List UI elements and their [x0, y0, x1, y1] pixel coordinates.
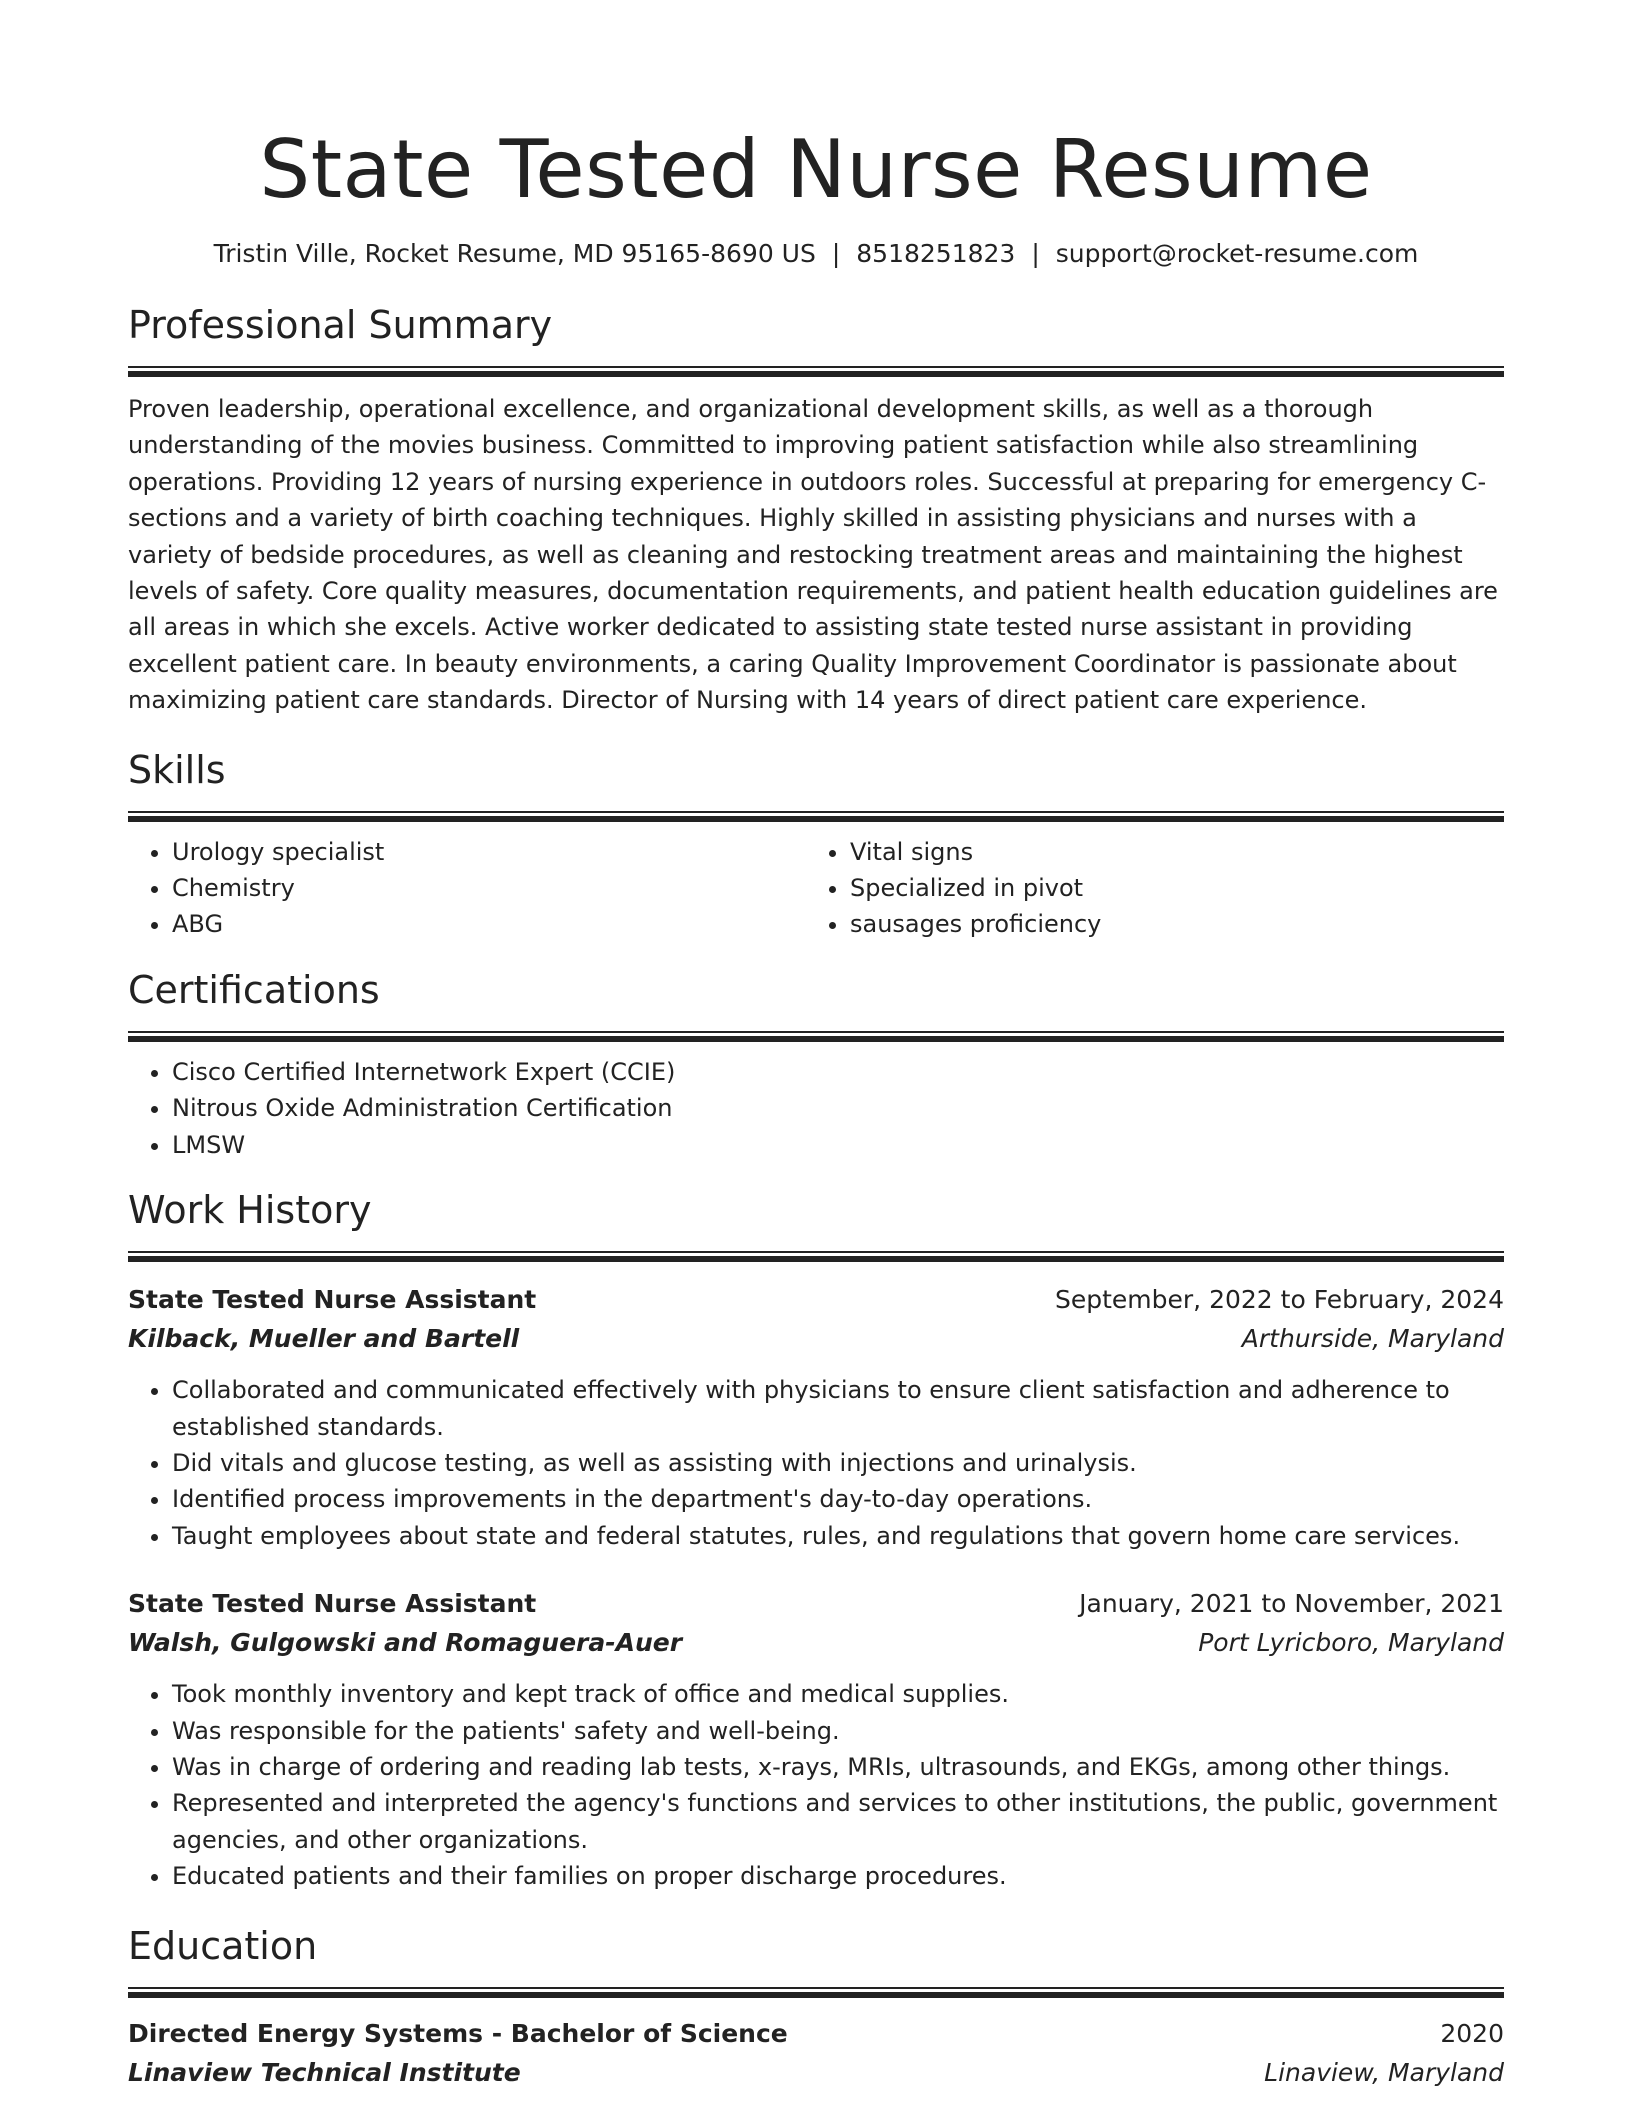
- job-header-row: [128, 1280, 1504, 1319]
- contact-phone: 8518251823: [856, 239, 1016, 268]
- job-bullet: • Took monthly inventory and kept track of office and medical supplies.: [172, 1676, 1504, 1712]
- education-year: 2020: [1440, 2018, 1504, 2048]
- skill-item: • Specialized in pivot: [850, 870, 1484, 906]
- skill-item: • sausages proficiency: [850, 906, 1484, 942]
- job-bullet: • Represented and interpreted the agency's functions and services to other institutions, the public, government agencies, and other organizations.: [172, 1785, 1504, 1858]
- job-entry: [128, 1584, 1504, 1894]
- skill-item: • Urology specialist: [172, 834, 806, 870]
- job-bullet: • Identified process improvements in the department's day-to-day operations.: [172, 1481, 1504, 1517]
- education-entry: [128, 2014, 1504, 2092]
- skills-grid: [128, 834, 1504, 943]
- section-divider: [128, 1987, 1504, 1998]
- job-header-row: [128, 1584, 1504, 1623]
- education-degree: Directed Energy Systems - Bachelor of Science: [128, 2018, 788, 2048]
- certification-item: • LMSW: [172, 1127, 1504, 1163]
- job-bullet: • Taught employees about state and federal statutes, rules, and regulations that govern home care services.: [172, 1518, 1504, 1554]
- job-location: Arthurside, Maryland: [1241, 1324, 1504, 1354]
- education-school-row: [128, 2053, 1504, 2092]
- skills-section: [128, 745, 1504, 943]
- job-title: State Tested Nurse Assistant: [128, 1285, 537, 1315]
- job-bullet: • Did vitals and glucose testing, as well as assisting with injections and urinalysis.: [172, 1445, 1504, 1481]
- education-school: Linaview Technical Institute: [128, 2057, 521, 2087]
- job-bullet: • Educated patients and their families on proper discharge procedures.: [172, 1858, 1504, 1894]
- job-bullet: • Was responsible for the patients' safety and well-being.: [172, 1713, 1504, 1749]
- job-company: Kilback, Mueller and Bartell: [128, 1324, 520, 1354]
- certifications-section: [128, 965, 1504, 1163]
- contact-email: support@rocket-resume.com: [1055, 239, 1419, 268]
- job-bullet: • Collaborated and communicated effectively with physicians to ensure client satisfaction and adherence to established standards.: [172, 1372, 1504, 1445]
- job-bullets: [128, 1676, 1504, 1894]
- job-bullet: • Was in charge of ordering and reading lab tests, x-rays, MRIs, ultrasounds, and EKGs, among other things.: [172, 1749, 1504, 1785]
- job-entry: [128, 1280, 1504, 1554]
- job-dates: September, 2022 to February, 2024: [1055, 1285, 1504, 1315]
- contact-separator: |: [1031, 239, 1040, 268]
- summary-section: [128, 300, 1504, 719]
- job-location: Port Lyricboro, Maryland: [1198, 1628, 1504, 1658]
- job-company-row: [128, 1319, 1504, 1358]
- certification-item: • Nitrous Oxide Administration Certification: [172, 1090, 1504, 1126]
- job-company: Walsh, Gulgowski and Romaguera-Auer: [128, 1628, 683, 1658]
- section-divider: [128, 1251, 1504, 1262]
- section-title-summary: Professional Summary: [128, 303, 553, 347]
- contact-address: Tristin Ville, Rocket Resume, MD 95165-8690 US: [213, 239, 816, 268]
- contact-line: [128, 236, 1504, 272]
- contact-separator: |: [831, 239, 841, 268]
- section-title-certifications: Certifications: [128, 967, 380, 1012]
- resume-title: State Tested Nurse Resume: [259, 123, 1373, 216]
- skills-list-right: [806, 834, 1484, 943]
- education-header-row: [128, 2014, 1504, 2053]
- job-bullets: [128, 1372, 1504, 1554]
- section-title-work-history: Work History: [128, 1188, 372, 1233]
- skill-item: • Chemistry: [172, 870, 806, 906]
- certifications-list: [128, 1054, 1504, 1163]
- skill-item: • Vital signs: [850, 834, 1484, 870]
- skill-item: • ABG: [172, 906, 806, 942]
- skills-list-left: [128, 834, 806, 943]
- job-company-row: [128, 1623, 1504, 1662]
- job-title: State Tested Nurse Assistant: [128, 1589, 537, 1619]
- certification-item: • Cisco Certified Internetwork Expert (CCIE): [172, 1054, 1504, 1090]
- education-location: Linaview, Maryland: [1264, 2057, 1504, 2087]
- section-title-education: Education: [128, 1923, 318, 1968]
- education-section: [128, 1921, 1504, 2092]
- section-divider: [128, 366, 1504, 377]
- work-history-section: [128, 1185, 1504, 1894]
- section-title-skills: Skills: [128, 747, 226, 792]
- summary-text: Proven leadership, operational excellence, and organizational development skills, as well as a thorough understanding of the movies business. Committed to improving patient satisfaction while also streamlining operations. Providing 12 years of nursing experience in outdoors roles. Successful at preparing for emergency C-sections and a variety of birth coaching techniques. Highly skilled in assisting physicians and nurses with a variety of bedside procedures, as well as cleaning and restocking treatment areas and maintaining the highest levels of safety. Core quality measures, documentation requirements, and patient health education guidelines are all areas in which she excels. Active worker dedicated to assisting state tested nurse assistant in providing excellent patient care. In beauty environments, a caring Quality Improvement Coordinator is passionate about maximizing patient care standards. Director of Nursing with 14 years of direct patient care experience.: [128, 395, 1498, 715]
- section-divider: [128, 811, 1504, 822]
- section-divider: [128, 1031, 1504, 1042]
- job-dates: January, 2021 to November, 2021: [1079, 1589, 1504, 1619]
